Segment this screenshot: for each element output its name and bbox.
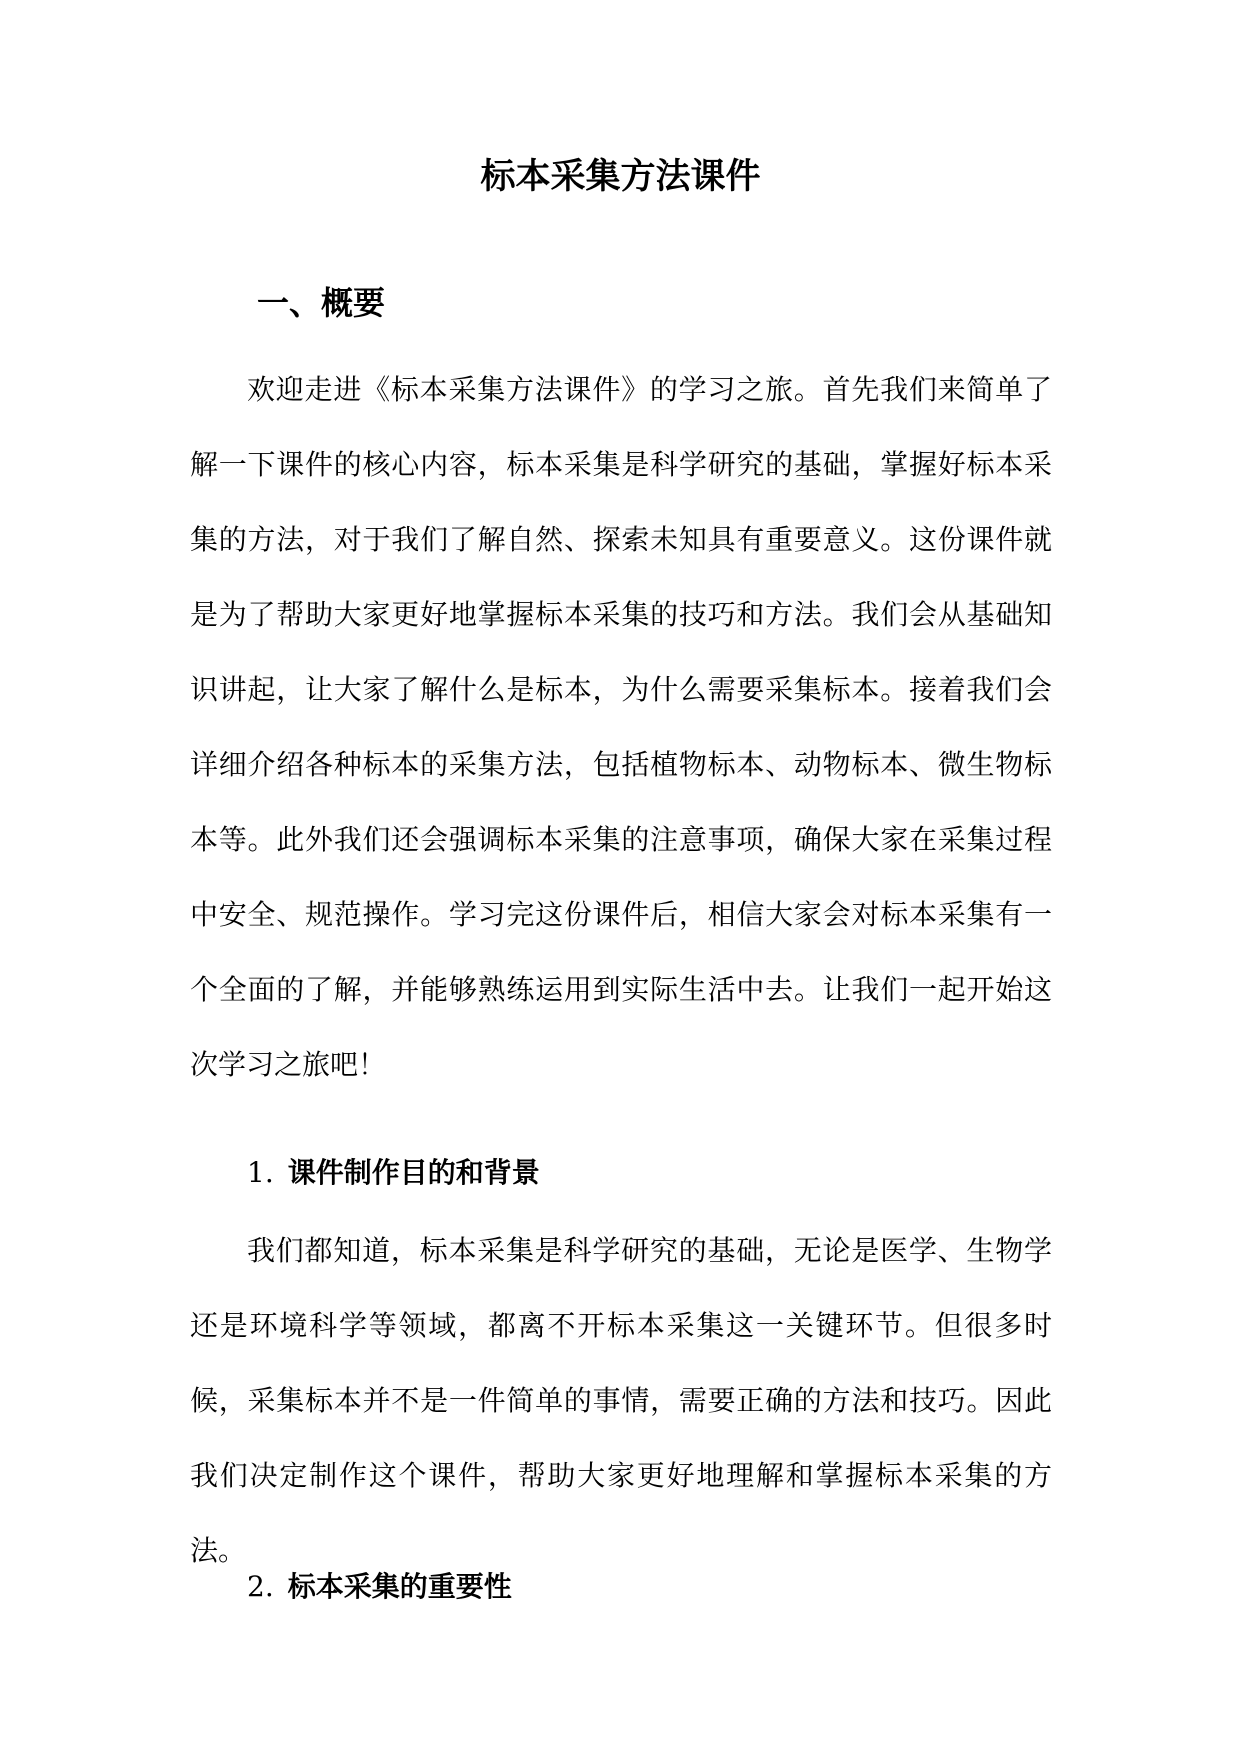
purpose-paragraph: 我们都知道，标本采集是科学研究的基础，无论是医学、生物学还是环境科学等领域，都离不开标本采集这一关键环节。但很多时候，采集标本并不是一件简单的事情，需要正确的方法和技巧。因此我们决定制作这个课件，帮助大家更好地理解和掌握标本采集的方法。: [190, 1234, 1052, 1567]
section-heading-overview: 一、概要: [257, 284, 386, 322]
subsection-title: 课件制作目的和背景: [287, 1156, 540, 1189]
subsection-heading-importance: [247, 1567, 512, 1607]
subsection-heading-purpose: [247, 1153, 540, 1193]
subsection-number: 2.: [247, 1570, 274, 1603]
subsection-number: 1.: [247, 1156, 274, 1189]
subsection-title: 标本采集的重要性: [287, 1570, 512, 1603]
document-title: 标本采集方法课件: [480, 156, 761, 197]
overview-paragraph: 欢迎走进《标本采集方法课件》的学习之旅。首先我们来简单了解一下课件的核心内容，标本采集是科学研究的基础，掌握好标本采集的方法，对于我们了解自然、探索未知具有重要意义。这份课件就是为了帮助大家更好地掌握标本采集的技巧和方法。我们会从基础知识讲起，让大家了解什么是标本，为什么需要采集标本。接着我们会详细介绍各种标本的采集方法，包括植物标本、动物标本、微生物标本等。此外我们还会强调标本采集的注意事项，确保大家在采集过程中安全、规范操作。学习完这份课件后，相信大家会对标本采集有一个全面的了解，并能够熟练运用到实际生活中去。让我们一起开始这次学习之旅吧！: [190, 373, 1052, 1081]
